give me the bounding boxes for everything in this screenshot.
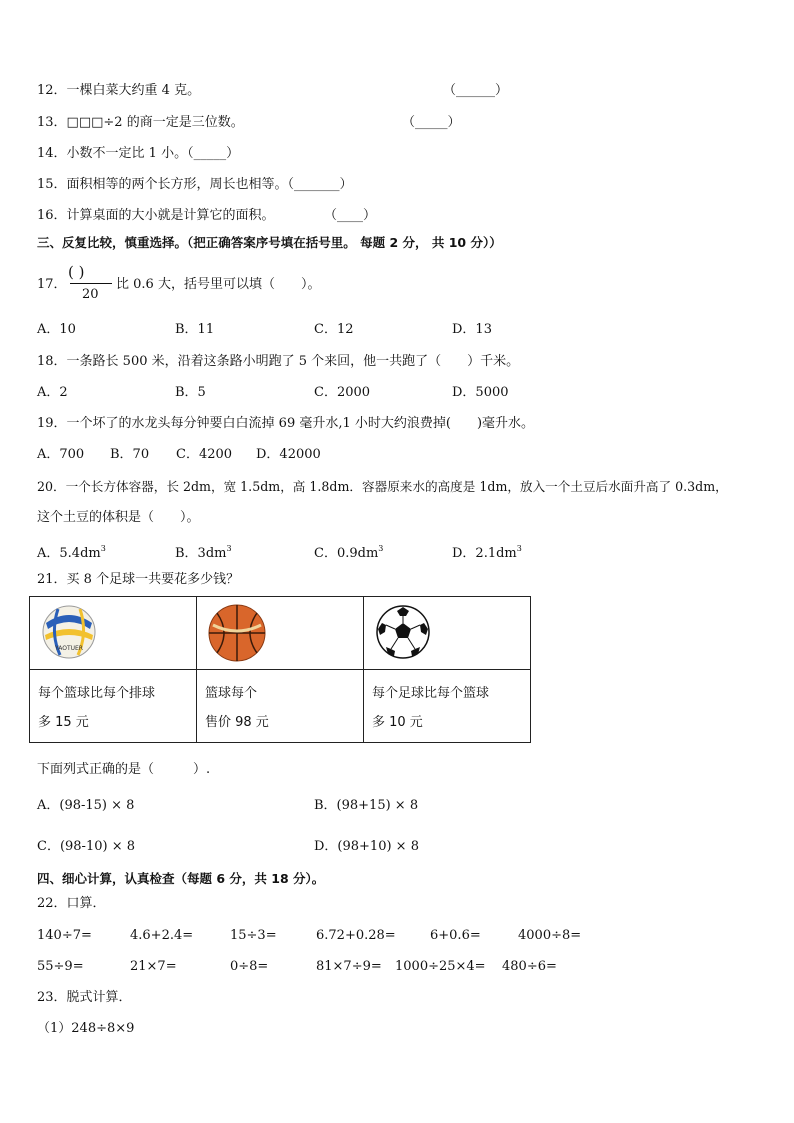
option-b[interactable]: B．(98+15) × 8 — [314, 798, 419, 813]
option-d[interactable]: D．13 — [452, 322, 492, 337]
question-text: □□□÷2 的商一定是三位数。 — [66, 115, 244, 130]
calc-item: 1000÷25×4= — [395, 959, 486, 974]
ball-price-table — [29, 596, 531, 743]
option-label: D．2.1dm — [452, 546, 517, 561]
question-text: 计算桌面的大小就是计算它的面积。 — [66, 208, 275, 223]
fraction — [68, 263, 114, 305]
question-number: 13． — [37, 115, 67, 130]
basketball-cell — [197, 597, 364, 670]
option-c[interactable]: C．12 — [314, 322, 354, 337]
option-b[interactable]: B．11 — [175, 322, 215, 337]
option-d[interactable]: D．42000 — [256, 447, 321, 462]
question-17-number: 17． — [37, 277, 67, 292]
question-number: 15． — [37, 177, 67, 192]
price-cell — [30, 670, 197, 743]
question-13 — [37, 114, 244, 132]
option-d[interactable]: D．5000 — [452, 385, 509, 400]
question-17-text: 比 0.6 大，括号里可以填（ ）。 — [116, 277, 321, 292]
question-22-title: 22．口算． — [37, 896, 106, 911]
fraction-bar — [70, 283, 112, 284]
question-23-item-1: （1）248÷8×9 — [37, 1021, 135, 1036]
cell-text: 多 10 元 — [372, 715, 423, 730]
option-label: C．0.9dm — [314, 546, 379, 561]
cell-text: 篮球每个 — [205, 686, 258, 701]
option-b[interactable]: B．5 — [175, 385, 206, 400]
answer-blank[interactable]: （_____） — [402, 115, 461, 130]
exponent: 3 — [226, 544, 232, 553]
exponent: 3 — [100, 544, 106, 553]
option-b[interactable] — [175, 540, 232, 563]
svg-text:YAOTUER: YAOTUER — [55, 645, 83, 652]
question-12 — [37, 82, 200, 100]
question-20-line-2: 这个土豆的体积是（ ）。 — [37, 510, 200, 525]
answer-blank[interactable]: （______） — [443, 83, 509, 98]
question-text: 面积相等的两个长方形，周长也相等。（_______） — [66, 177, 353, 192]
exponent: 3 — [516, 544, 522, 553]
calc-item: 81×7÷9= — [316, 959, 382, 974]
option-label: B．3dm — [175, 546, 227, 561]
option-d[interactable] — [452, 540, 522, 563]
option-a[interactable]: A．700 — [37, 447, 85, 462]
question-number: 14． — [37, 146, 67, 161]
cell-text: 每个足球比每个篮球 — [372, 686, 490, 701]
calc-item: 480÷6= — [502, 959, 557, 974]
option-a[interactable]: A．10 — [37, 322, 76, 337]
question-number: 12． — [37, 83, 67, 98]
question-number: 16． — [37, 208, 67, 223]
fraction-denominator: 20 — [82, 287, 99, 302]
question-18: 18．一条路长 500 米，沿着这条路小明跑了 5 个来回，他一共跑了（ ）千米。 — [37, 354, 520, 369]
calc-item: 6+0.6= — [430, 928, 481, 943]
option-b[interactable]: B．70 — [110, 447, 150, 462]
question-20-line-1: 20．一个长方体容器，长 2dm，宽 1.5dm，高 1.8dm．容器原来水的高度是 1dm，放入一个土豆后水面升高了 0.3dm， — [37, 479, 728, 494]
soccer-ball-cell — [364, 597, 531, 670]
volleyball-icon — [40, 603, 98, 661]
question-15 — [37, 176, 353, 194]
cell-text: 每个篮球比每个排球 — [38, 686, 156, 701]
option-c[interactable]: C．(98-10) × 8 — [37, 839, 135, 854]
option-d[interactable]: D．(98+10) × 8 — [314, 839, 419, 854]
option-c[interactable] — [314, 540, 383, 563]
price-cell — [197, 670, 364, 743]
calc-item: 21×7= — [130, 959, 177, 974]
answer-blank[interactable]: （____） — [324, 208, 377, 223]
option-c[interactable]: C．4200 — [176, 447, 233, 462]
calc-item: 6.72+0.28= — [316, 928, 396, 943]
cell-text: 售价 98 元 — [205, 715, 269, 730]
question-16 — [37, 207, 275, 225]
question-21-prompt: 下面列式正确的是（ ）. — [37, 762, 211, 777]
question-23-title: 23．脱式计算． — [37, 990, 132, 1005]
option-c[interactable]: C．2000 — [314, 385, 371, 400]
question-21: 21．买 8 个足球一共要花多少钱？ — [37, 572, 240, 587]
question-14 — [37, 145, 239, 163]
soccer-ball-icon — [374, 603, 432, 661]
volleyball-cell — [30, 597, 197, 670]
exponent: 3 — [378, 544, 384, 553]
option-a[interactable] — [37, 540, 106, 563]
calc-item: 4000÷8= — [518, 928, 582, 943]
calc-item: 140÷7= — [37, 928, 92, 943]
section-heading: 四、细心计算，认真检查（每题 6 分，共 18 分）。 — [37, 871, 325, 886]
calc-item: 15÷3= — [230, 928, 277, 943]
question-19: 19．一个坏了的水龙头每分钟要白白流掉 69 毫升水,1 小时大约浪费掉( )毫升水。 — [37, 416, 535, 431]
option-a[interactable]: A．2 — [37, 385, 68, 400]
section-heading: 三、反复比较，慎重选择。（把正确答案序号填在括号里。 每题 2 分， 共 10 分）） — [37, 235, 502, 250]
calc-item: 0÷8= — [230, 959, 269, 974]
cell-text: 多 15 元 — [38, 715, 89, 730]
price-cell — [364, 670, 531, 743]
calc-item: 4.6+2.4= — [130, 928, 194, 943]
option-label: A．5.4dm — [37, 546, 101, 561]
option-a[interactable]: A．(98-15) × 8 — [37, 798, 135, 813]
basketball-icon — [207, 603, 267, 663]
calc-item: 55÷9= — [37, 959, 84, 974]
question-text: 小数不一定比 1 小。（_____） — [66, 146, 240, 161]
question-text: 一棵白菜大约重 4 克。 — [66, 83, 201, 98]
fraction-numerator[interactable]: ( ) — [68, 263, 85, 281]
